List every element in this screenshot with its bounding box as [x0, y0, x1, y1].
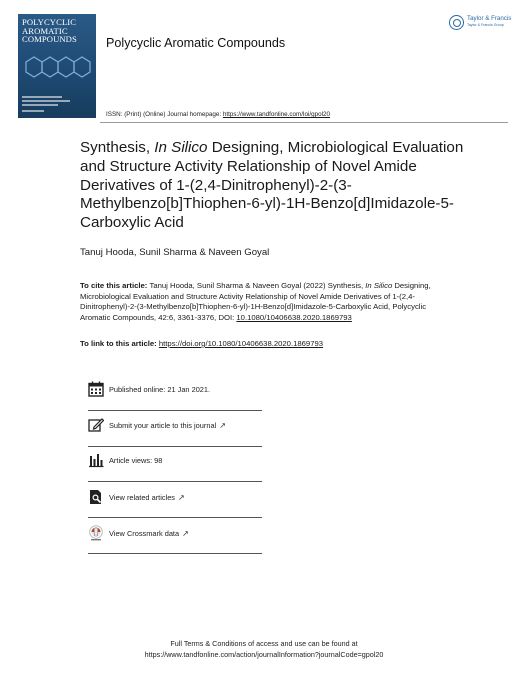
authors: Tanuj Hooda, Sunil Sharma & Naveen Goyal	[80, 247, 270, 258]
article-link-label: To link to this article:	[80, 339, 159, 348]
crossmark-text	[109, 529, 189, 538]
issn-text: ISSN: (Print) (Online) Journal homepage:	[106, 111, 223, 118]
publisher-logo-icon	[449, 15, 464, 30]
journal-cover	[18, 14, 96, 118]
crossmark-icon	[88, 525, 104, 541]
external-link-icon: ↗	[219, 421, 226, 430]
info-divider	[88, 410, 262, 411]
journal-name[interactable]: Polycyclic Aromatic Compounds	[106, 36, 286, 50]
cover-title	[22, 18, 94, 44]
title-text: Synthesis,	[80, 139, 155, 156]
bar-chart-icon	[88, 452, 104, 468]
publisher-logo[interactable]	[449, 14, 517, 34]
cover-text-line	[22, 110, 44, 112]
publisher-name: Taylor & Francis	[467, 15, 512, 22]
cover-text-line	[22, 104, 58, 106]
hexagon-pattern-icon	[18, 52, 96, 92]
edit-icon	[88, 417, 104, 433]
citation-text: Designing, Microbiological Evaluation and Structure Activity Relationship of Novel Amide Derivatives of 1-(2,4-Dinitrophenyl)-2-(3-Methylbenzo[b]Thiophen-6-yl)-1H-Benzo[d]Imidazole-5-Carboxylic Acid, Polycyclic Aromatic Compounds, 42:6, 3361-3376, DOI:	[80, 281, 431, 322]
footer-terms-link[interactable]: https://www.tandfonline.com/action/journalInformation?journalCode=gpol20	[144, 649, 384, 659]
footer	[0, 639, 528, 660]
cover-text-line	[22, 100, 70, 102]
info-divider	[88, 517, 262, 518]
article-views-info	[88, 447, 262, 475]
journal-homepage-link[interactable]: https://www.tandfonline.com/loi/gpol20	[222, 111, 331, 118]
publisher-tagline: Taylor & Francis Group	[467, 23, 504, 27]
related-articles-text	[109, 493, 185, 502]
published-online-info	[88, 376, 262, 404]
cover-title-line: AROMATIC	[22, 25, 68, 36]
cover-title-line: COMPOUNDS	[22, 34, 77, 45]
crossmark-label: View Crossmark data	[109, 529, 180, 538]
search-document-icon	[88, 489, 104, 505]
title-text: Designing, Microbiological Evaluation and Structure Activity Relationship of Novel Amide Derivatives of 1-(2,4-Dinitrophenyl)-2-(3-Methylbenzo[b]Thiophen-6-yl)-1H-Benzo[d]Imidazole-5-Carboxylic Acid	[80, 139, 464, 232]
external-link-icon: ↗	[182, 529, 189, 538]
submit-article-link[interactable]	[88, 412, 262, 440]
external-link-icon: ↗	[178, 493, 185, 502]
submit-article-text	[109, 421, 226, 430]
related-articles-label: View related articles	[109, 493, 175, 502]
title-italic-text: In Silico	[154, 139, 208, 156]
footer-terms-text: Full Terms & Conditions of access and use can be found at	[170, 639, 358, 648]
citation-block	[80, 281, 452, 323]
issn-line	[106, 111, 330, 118]
calendar-icon	[88, 381, 104, 397]
article-views-label: Article views: 98	[109, 456, 163, 465]
citation-doi-link[interactable]: 10.1080/10406638.2020.1869793	[236, 312, 352, 322]
cover-title-line: POLYCYCLIC	[22, 17, 77, 27]
article-link-line	[80, 339, 323, 348]
info-divider	[88, 553, 262, 554]
article-doi-link[interactable]: https://doi.org/10.1080/10406638.2020.1869793	[158, 339, 324, 348]
header-divider	[100, 122, 508, 123]
related-articles-link[interactable]	[88, 484, 262, 512]
crossmark-link[interactable]	[88, 520, 262, 548]
cover-text-line	[22, 96, 62, 98]
citation-italic-text: In Silico	[365, 281, 393, 290]
article-title	[80, 139, 480, 233]
published-online-label: Published online: 21 Jan 2021.	[109, 385, 211, 394]
citation-text: Tanuj Hooda, Sunil Sharma & Naveen Goyal (2022) Synthesis,	[149, 281, 366, 290]
citation-label: To cite this article:	[80, 281, 150, 290]
info-divider	[88, 481, 262, 482]
submit-article-label: Submit your article to this journal	[109, 421, 217, 430]
